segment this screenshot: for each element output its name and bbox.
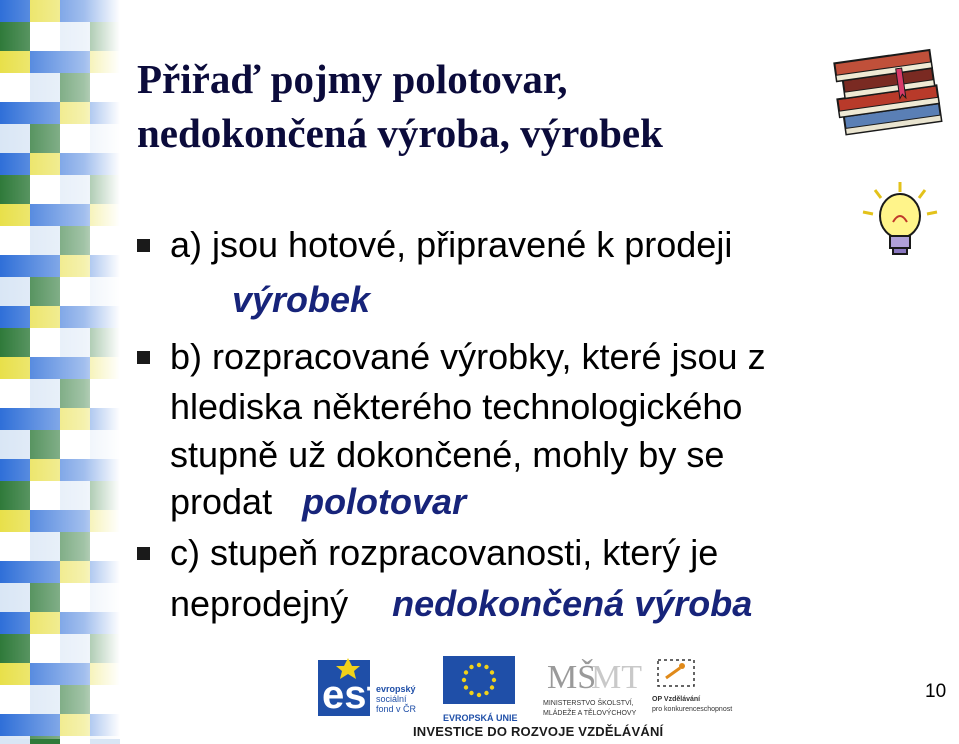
eu-star-icon [469, 665, 473, 669]
bullet-marker [137, 239, 150, 252]
item-b-line-3: stupně už dokončené, mohly by se [170, 434, 725, 475]
eu-star-icon [464, 685, 468, 689]
item-c-neprodejny: neprodejný [170, 583, 349, 624]
eu-star-icon [469, 691, 473, 695]
footer-logos [318, 652, 738, 739]
svg-text:esf: esf [322, 673, 380, 717]
op-line-2: pro konkurenceschopnost [652, 706, 733, 713]
light-bulb-icon [855, 180, 945, 265]
bullet-marker [137, 351, 150, 364]
esf-text-2: sociální [376, 694, 407, 704]
title-line-1: Přiřaď pojmy polotovar, [137, 56, 568, 102]
books-icon [830, 40, 950, 160]
item-b-prodat: prodat [170, 481, 273, 522]
item-c-line-2 [170, 582, 752, 626]
msmt-logo [543, 654, 642, 719]
item-c-answer: nedokončená výroba [392, 583, 753, 624]
decorative-stripe [0, 0, 120, 739]
eu-star-icon [484, 691, 488, 695]
investment-slogan: INVESTICE DO ROZVOJE VZDĚLÁVÁNÍ [413, 724, 664, 739]
eu-star-icon [462, 678, 466, 682]
svg-text:MŠ: MŠ [547, 659, 597, 696]
eu-label: EVROPSKÁ UNIE [443, 713, 518, 723]
item-c-line-1: c) stupeň rozpracovanosti, který je [170, 532, 719, 573]
item-b-line-4 [170, 480, 466, 524]
op-logo [652, 654, 732, 715]
eu-flag-icon [443, 656, 518, 723]
eu-star-icon [464, 670, 468, 674]
esf-logo [318, 656, 438, 725]
msmt-line-2: MLÁDEŽE A TĚLOVÝCHOVY [543, 710, 637, 717]
item-a-line-1: a) jsou hotové, připravené k prodeji [170, 224, 733, 265]
eu-star-icon [477, 663, 481, 667]
msmt-line-1: MINISTERSTVO ŠKOLSTVÍ, [543, 700, 634, 707]
eu-star-icon [490, 685, 494, 689]
item-b-line-1: b) rozpracované výrobky, které jsou z [170, 336, 766, 377]
eu-star-icon [484, 665, 488, 669]
op-line-1: OP Vzdělávání [652, 696, 701, 703]
esf-text-3: fond v ČR [376, 704, 417, 714]
eu-star-icon [490, 670, 494, 674]
svg-text:MT: MT [591, 659, 642, 696]
esf-text-1: evropský [376, 684, 416, 694]
bullet-marker [137, 547, 150, 560]
item-b-line-2: hlediska některého technologického [170, 386, 743, 427]
eu-star-icon [492, 678, 496, 682]
item-b-answer: polotovar [302, 481, 467, 522]
page-number: 10 [925, 681, 947, 702]
eu-star-icon [477, 693, 481, 697]
slide-title [137, 52, 837, 160]
title-line-2: nedokončená výroba, výrobek [137, 110, 663, 156]
item-a-answer: výrobek [232, 279, 371, 320]
